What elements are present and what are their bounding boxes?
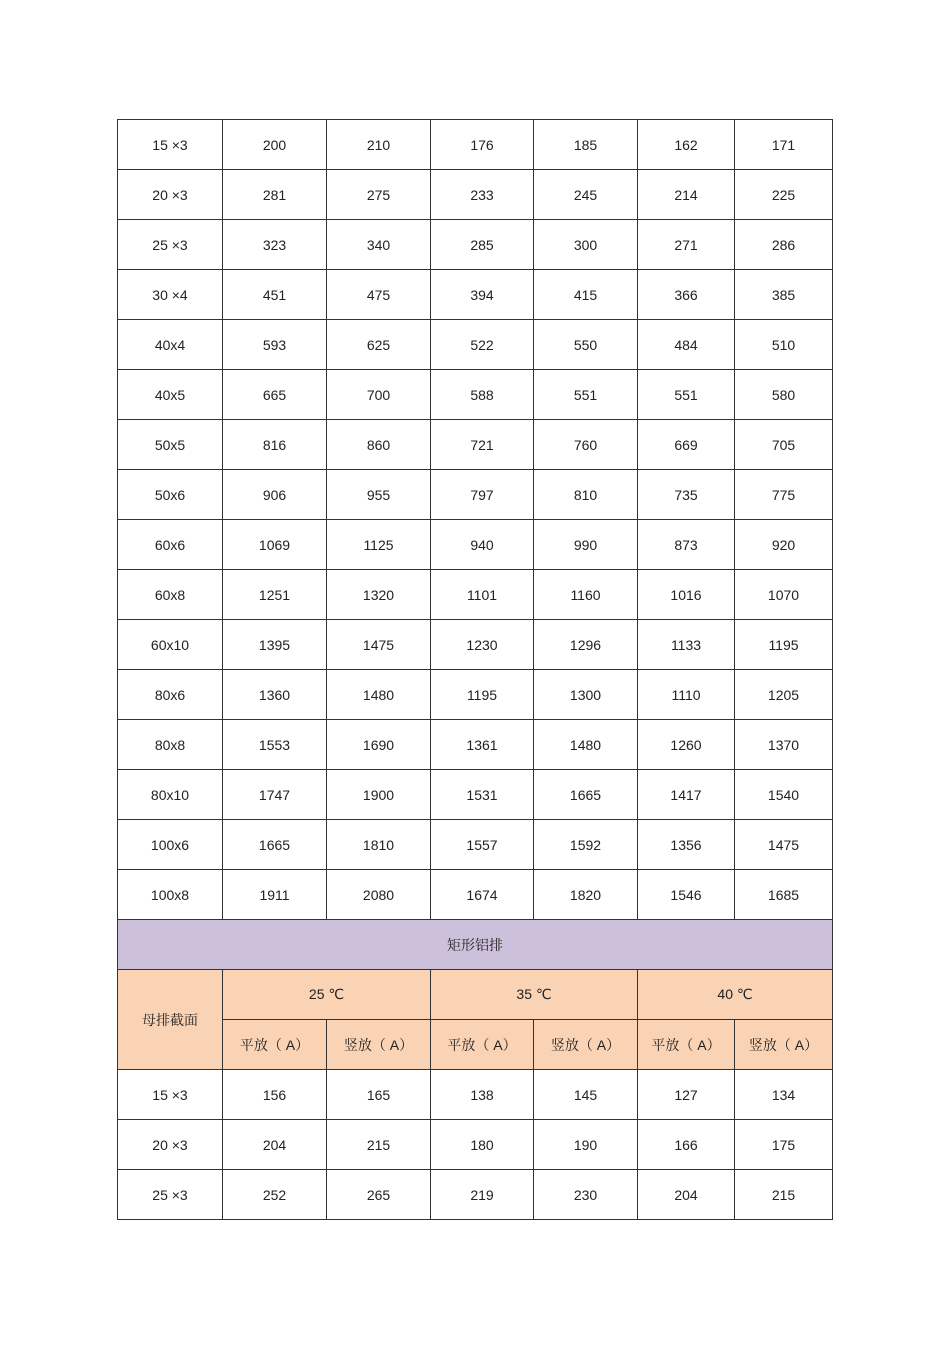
current-value-cell: 1475 <box>735 820 833 870</box>
table-row <box>118 720 833 770</box>
current-value-cell: 1370 <box>735 720 833 770</box>
current-value-cell: 180 <box>431 1120 534 1170</box>
current-value-cell: 1360 <box>223 670 327 720</box>
current-value-cell: 990 <box>534 520 638 570</box>
table-row <box>118 670 833 720</box>
table-row <box>118 370 833 420</box>
current-value-cell: 415 <box>534 270 638 320</box>
cross-section-cell: 60x10 <box>118 620 223 670</box>
current-value-cell: 1195 <box>431 670 534 720</box>
cross-section-cell: 100x6 <box>118 820 223 870</box>
current-value-cell: 475 <box>327 270 431 320</box>
orientation-flat-40: 平放（ A） <box>638 1020 735 1070</box>
table-row <box>118 170 833 220</box>
cross-section-cell: 60x6 <box>118 520 223 570</box>
current-value-cell: 175 <box>735 1120 833 1170</box>
current-value-cell: 394 <box>431 270 534 320</box>
current-value-cell: 233 <box>431 170 534 220</box>
temp-header-40: 40 ℃ <box>638 970 833 1020</box>
current-value-cell: 1356 <box>638 820 735 870</box>
current-value-cell: 300 <box>534 220 638 270</box>
current-value-cell: 735 <box>638 470 735 520</box>
cross-section-cell: 50x5 <box>118 420 223 470</box>
cross-section-cell: 80x10 <box>118 770 223 820</box>
current-value-cell: 1480 <box>327 670 431 720</box>
table-row <box>118 1070 833 1120</box>
current-value-cell: 171 <box>735 120 833 170</box>
table-row <box>118 570 833 620</box>
current-value-cell: 285 <box>431 220 534 270</box>
current-value-cell: 580 <box>735 370 833 420</box>
cross-section-cell: 40x4 <box>118 320 223 370</box>
current-value-cell: 127 <box>638 1070 735 1120</box>
current-value-cell: 1070 <box>735 570 833 620</box>
current-value-cell: 1069 <box>223 520 327 570</box>
current-value-cell: 551 <box>534 370 638 420</box>
current-value-cell: 185 <box>534 120 638 170</box>
cross-section-cell: 50x6 <box>118 470 223 520</box>
table-row <box>118 1170 833 1220</box>
current-value-cell: 484 <box>638 320 735 370</box>
current-value-cell: 162 <box>638 120 735 170</box>
cross-section-header: 母排截面 <box>118 970 223 1070</box>
aluminum-rows-body <box>118 1070 833 1220</box>
current-value-cell: 1296 <box>534 620 638 670</box>
current-value-cell: 1674 <box>431 870 534 920</box>
orientation-flat-35: 平放（ A） <box>431 1020 534 1070</box>
current-value-cell: 265 <box>327 1170 431 1220</box>
current-value-cell: 1395 <box>223 620 327 670</box>
current-value-cell: 1665 <box>223 820 327 870</box>
temperature-header-row <box>118 970 833 1020</box>
temp-header-25: 25 ℃ <box>223 970 431 1020</box>
current-value-cell: 2080 <box>327 870 431 920</box>
current-value-cell: 1546 <box>638 870 735 920</box>
current-value-cell: 1260 <box>638 720 735 770</box>
current-value-cell: 145 <box>534 1070 638 1120</box>
current-value-cell: 200 <box>223 120 327 170</box>
current-value-cell: 1540 <box>735 770 833 820</box>
current-value-cell: 215 <box>327 1120 431 1170</box>
cross-section-cell: 20 ×3 <box>118 1120 223 1170</box>
orientation-vertical-35: 竖放（ A） <box>534 1020 638 1070</box>
current-value-cell: 134 <box>735 1070 833 1120</box>
table-row <box>118 320 833 370</box>
aluminum-header <box>118 920 833 1070</box>
table-row <box>118 770 833 820</box>
current-value-cell: 797 <box>431 470 534 520</box>
cross-section-cell: 15 ×3 <box>118 1070 223 1120</box>
current-value-cell: 1531 <box>431 770 534 820</box>
table-row <box>118 420 833 470</box>
busbar-current-table <box>117 119 833 1220</box>
current-value-cell: 156 <box>223 1070 327 1120</box>
table-row <box>118 820 833 870</box>
current-value-cell: 1195 <box>735 620 833 670</box>
current-value-cell: 550 <box>534 320 638 370</box>
current-value-cell: 588 <box>431 370 534 420</box>
current-value-cell: 1016 <box>638 570 735 620</box>
current-value-cell: 551 <box>638 370 735 420</box>
current-value-cell: 1300 <box>534 670 638 720</box>
current-value-cell: 451 <box>223 270 327 320</box>
current-value-cell: 271 <box>638 220 735 270</box>
current-value-cell: 1665 <box>534 770 638 820</box>
cross-section-cell: 100x8 <box>118 870 223 920</box>
current-value-cell: 252 <box>223 1170 327 1220</box>
current-value-cell: 955 <box>327 470 431 520</box>
current-value-cell: 214 <box>638 170 735 220</box>
cross-section-cell: 30 ×4 <box>118 270 223 320</box>
current-value-cell: 760 <box>534 420 638 470</box>
table-row <box>118 1120 833 1170</box>
current-value-cell: 219 <box>431 1170 534 1220</box>
current-value-cell: 286 <box>735 220 833 270</box>
current-value-cell: 1820 <box>534 870 638 920</box>
current-value-cell: 204 <box>638 1170 735 1220</box>
table-row <box>118 470 833 520</box>
current-value-cell: 215 <box>735 1170 833 1220</box>
current-value-cell: 1553 <box>223 720 327 770</box>
current-value-cell: 522 <box>431 320 534 370</box>
cross-section-cell: 40x5 <box>118 370 223 420</box>
cross-section-cell: 80x6 <box>118 670 223 720</box>
table-row <box>118 870 833 920</box>
current-value-cell: 1810 <box>327 820 431 870</box>
section-title-row <box>118 920 833 970</box>
current-value-cell: 1557 <box>431 820 534 870</box>
current-value-cell: 1685 <box>735 870 833 920</box>
current-value-cell: 1592 <box>534 820 638 870</box>
copper-rows-body <box>118 120 833 920</box>
orientation-vertical-25: 竖放（ A） <box>327 1020 431 1070</box>
cross-section-cell: 25 ×3 <box>118 220 223 270</box>
current-value-cell: 1125 <box>327 520 431 570</box>
current-value-cell: 705 <box>735 420 833 470</box>
current-value-cell: 138 <box>431 1070 534 1120</box>
current-value-cell: 225 <box>735 170 833 220</box>
temp-header-35: 35 ℃ <box>431 970 638 1020</box>
current-value-cell: 204 <box>223 1120 327 1170</box>
current-value-cell: 1110 <box>638 670 735 720</box>
table-row <box>118 220 833 270</box>
current-value-cell: 1911 <box>223 870 327 920</box>
current-value-cell: 860 <box>327 420 431 470</box>
current-value-cell: 700 <box>327 370 431 420</box>
current-value-cell: 1417 <box>638 770 735 820</box>
current-value-cell: 920 <box>735 520 833 570</box>
orientation-flat-25: 平放（ A） <box>223 1020 327 1070</box>
cross-section-cell: 60x8 <box>118 570 223 620</box>
cross-section-cell: 20 ×3 <box>118 170 223 220</box>
current-value-cell: 669 <box>638 420 735 470</box>
current-value-cell: 1690 <box>327 720 431 770</box>
current-value-cell: 323 <box>223 220 327 270</box>
aluminum-section-title: 矩形铝排 <box>118 920 833 970</box>
current-value-cell: 775 <box>735 470 833 520</box>
current-value-cell: 281 <box>223 170 327 220</box>
table-row <box>118 120 833 170</box>
current-value-cell: 1480 <box>534 720 638 770</box>
current-value-cell: 1251 <box>223 570 327 620</box>
current-value-cell: 1320 <box>327 570 431 620</box>
current-value-cell: 210 <box>327 120 431 170</box>
orientation-vertical-40: 竖放（ A） <box>735 1020 833 1070</box>
current-value-cell: 385 <box>735 270 833 320</box>
current-value-cell: 1133 <box>638 620 735 670</box>
current-value-cell: 1475 <box>327 620 431 670</box>
table-row <box>118 270 833 320</box>
current-value-cell: 230 <box>534 1170 638 1220</box>
current-value-cell: 1160 <box>534 570 638 620</box>
current-value-cell: 810 <box>534 470 638 520</box>
cross-section-cell: 15 ×3 <box>118 120 223 170</box>
current-value-cell: 366 <box>638 270 735 320</box>
current-value-cell: 166 <box>638 1120 735 1170</box>
current-value-cell: 1747 <box>223 770 327 820</box>
current-value-cell: 593 <box>223 320 327 370</box>
current-value-cell: 176 <box>431 120 534 170</box>
current-value-cell: 165 <box>327 1070 431 1120</box>
current-value-cell: 816 <box>223 420 327 470</box>
current-value-cell: 721 <box>431 420 534 470</box>
current-value-cell: 906 <box>223 470 327 520</box>
current-value-cell: 245 <box>534 170 638 220</box>
cross-section-cell: 80x8 <box>118 720 223 770</box>
table-row <box>118 620 833 670</box>
current-value-cell: 1900 <box>327 770 431 820</box>
table-row <box>118 520 833 570</box>
current-value-cell: 275 <box>327 170 431 220</box>
current-value-cell: 1230 <box>431 620 534 670</box>
current-value-cell: 510 <box>735 320 833 370</box>
current-value-cell: 1361 <box>431 720 534 770</box>
current-value-cell: 340 <box>327 220 431 270</box>
cross-section-cell: 25 ×3 <box>118 1170 223 1220</box>
current-value-cell: 625 <box>327 320 431 370</box>
current-value-cell: 940 <box>431 520 534 570</box>
current-value-cell: 190 <box>534 1120 638 1170</box>
current-value-cell: 873 <box>638 520 735 570</box>
current-value-cell: 665 <box>223 370 327 420</box>
current-value-cell: 1205 <box>735 670 833 720</box>
orientation-header-row <box>118 1020 833 1070</box>
current-value-cell: 1101 <box>431 570 534 620</box>
